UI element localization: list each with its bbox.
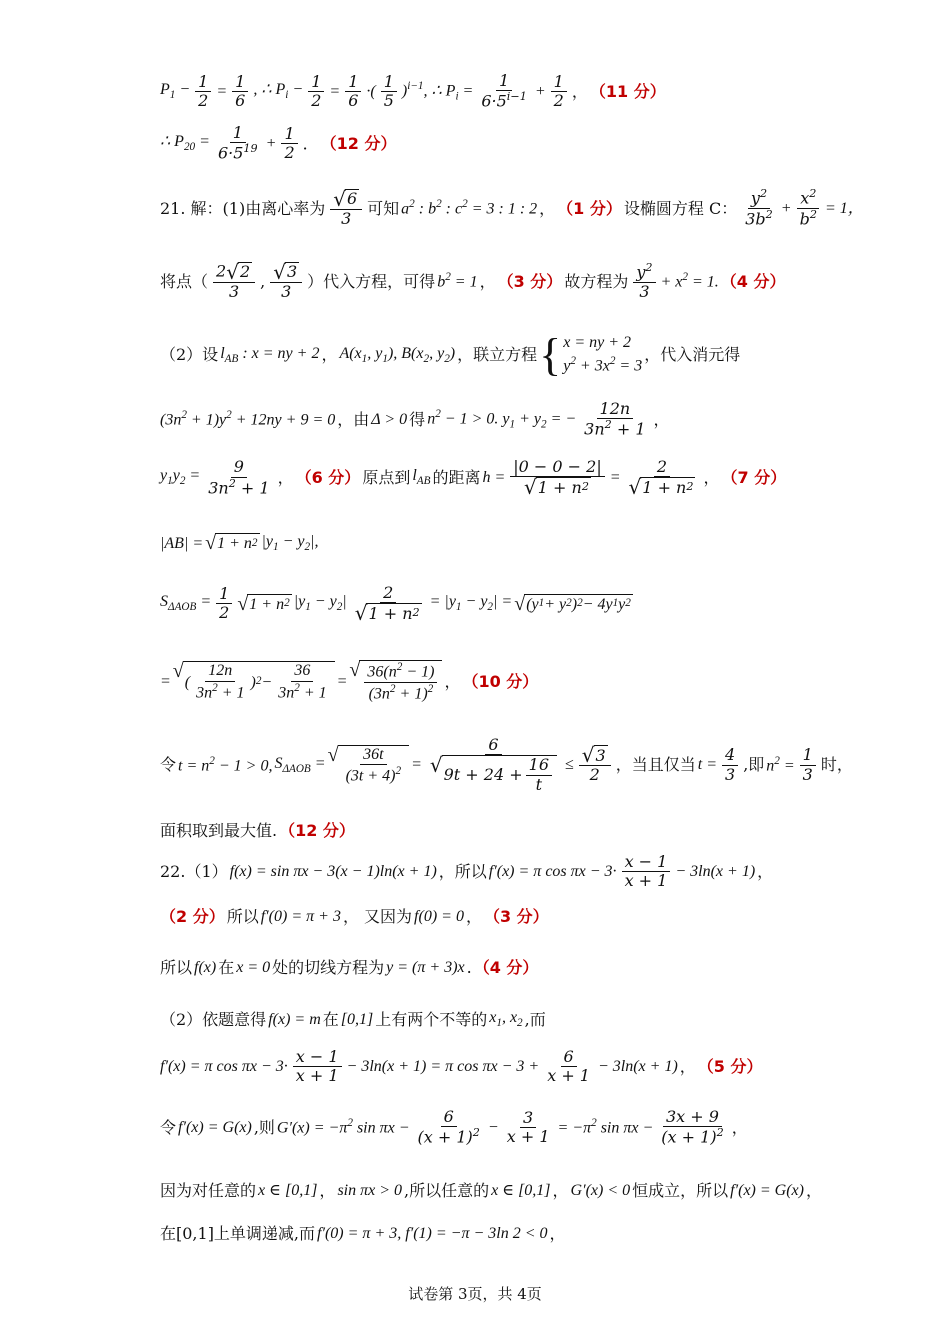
solution-line-14: （2 分） 所以 f′(0) = π + 3 ， 又因为 f(0) = 0 ， （3 分） [160,907,549,926]
solution-line-20: 在[0,1]上单调递减,而 f′(0) = π + 3, f′(1) = −π − 3ln 2 < 0 ， [160,1224,566,1243]
score-label: （10 分） [462,672,539,692]
score-label: （7 分） [721,468,787,488]
score-label: （11 分） [589,81,666,101]
solution-line-2: ∴ $P_{20}$ = $\frac{1}{6\cdot 5^{19}}$ + $\frac{1}{2}$ ． （12 分） [160,123,397,163]
page-footer: 试卷第 3页，共 4页 [408,1285,542,1303]
score-label: （2 分） [160,907,225,926]
solution-line-12: 面积取到最大值. （12 分） [160,821,355,840]
solution-line-16: （2）依题意得 f(x) = m 在 [0,1] 上有两个不等的 $x_1$, $x_2$ ,而 [160,1009,546,1030]
score-label: （5 分） [697,1057,763,1077]
score-label: （6 分） [295,468,361,488]
solution-line-15: 所以 f(x) 在 x = 0 处的切线方程为 y = (π + 3)x . （4 分） [160,958,539,977]
score-label: （1 分） [557,198,622,218]
solution-line-5: （2）设 $l_{AB}$ : x = ny + 2 ， $A(x_1$, $y_1$), $B(x_2$, $y_2$) ，联立方程 { x = ny + 2 $y^2 + 3x^2 = 3$ ，代入消元得 [160,329,741,381]
score-label: （3 分） [483,907,549,926]
score-label: （12 分） [279,821,355,840]
solution-line-10: = √ ( $\frac{12n}{3n^2 + 1}$ ) 2 − $\frac{36}{3n^2 + 1}$ = √ $\frac{36(n^2 - 1)}{(3n^2 + 1)^2}$ ， （10 分） [160,659,539,703]
score-label: （4 分） [473,958,539,977]
solution-line-1: $P_1$ − $\frac{1}{2}$ = $\frac{1}{6}$ , ∴ $P_i$ − $\frac{1}{2}$ = $\frac{1}{6}$ ·( $\frac{1}{5}$ )$^{i-1}$, ∴ $P_i$ = $\frac{1}{6\cdot 5^{i-1}}$ + $\frac{1}{2}$ ， （11 分） [160,71,666,111]
solution-line-4: 将点（ 2 √ 2 3 , √ 3 3 ）代入方程，可得 $b^2 = 1$ ， （3 分） 故方程为 $\frac{y^2}{3}$ + $x^2 = 1$. （4 分） [160,260,786,301]
solution-line-8: |AB| = √ 1 + n 2 $|y_1 - y_2|$, [160,532,319,555]
score-label: （4 分） [720,272,786,292]
score-label: （3 分） [497,272,563,292]
solution-line-3: 21. 解：(1)由离心率为 √ 6 3 可知 $a^2$ : $b^2$ : $c^2 = 3$ : 1 : 2 ， （1 分） 设椭圆方程 C： $\frac{y^2}{3b^2}$ + $\frac{x^2}{b^2}$ = 1， [160,186,864,229]
solution-line-17: f′(x) = π cos πx − 3· $\frac{x - 1}{x + 1}$ − 3ln(x + 1) = π cos πx − 3 + $\frac{6}{x + 1}$ − 3ln(x + 1) ， （5 分） [160,1047,763,1086]
solution-line-7: $y_1y_2$ = $\frac{9}{3n^2 + 1}$ ， （6 分） 原点到 $l_{AB}$ 的距离 h = |0 − 0 − 2| √ 1 + n 2 = 2 √ 1 + n 2 ， （7 分） [160,457,787,500]
solution-line-6: $(3n^2 + 1)y^2 + 12ny + 9 = 0$ ，由 Δ > 0 得 $n^2 - 1 > 0$. $y_1 + y_2$ = − $\frac{12n}{3n^2 + 1}$ ， [160,399,670,439]
solution-line-19: 因为对任意的 x ∈ [0,1] ， sin πx > 0 ,所以任意的 x ∈ [0,1] ， G′(x) < 0 恒成立，所以 f′(x) = G(x) ， [160,1181,822,1200]
solution-line-13: 22.（1） f(x) = sin πx − 3(x − 1)ln(x + 1) ，所以 f′(x) = π cos πx − 3· $\frac{x - 1}{x + 1}$ − 3ln(x + 1) ， [160,852,774,891]
solution-line-18: 令 f′(x) = G(x) ,则 $G'(x) = -\pi^2$ sin πx − $\frac{6}{(x + 1)^2}$ − $\frac{3}{x + 1}$ = $-\pi^2$ sin πx − $\frac{3x + 9}{(x + 1)^2}$ ， [160,1107,748,1147]
solution-line-11: 令 $t = n^2 - 1 > 0$, $S_{\Delta AOB}$ = √ $\frac{36t}{(3t + 4)^2}$ = 6 √ 9t + 24 + $\frac{16}{t}$ ≤ √ 3 2 ，当且仅当 t = $\frac{4}{3}$ ,即 $n^2$ = $\frac{1}{3}$ 时， [160,735,853,794]
solution-line-9: $S_{\Delta AOB}$ = $\frac{1}{2}$ √ 1 + n 2 $|y_1 - y_2|$ 2 √ 1 + n 2 = $|y_1 - y_2|$ = √ (y 1 + y 2 ) 2 − 4y 1 y 2 [160,583,631,626]
score-label: （12 分） [320,133,397,153]
